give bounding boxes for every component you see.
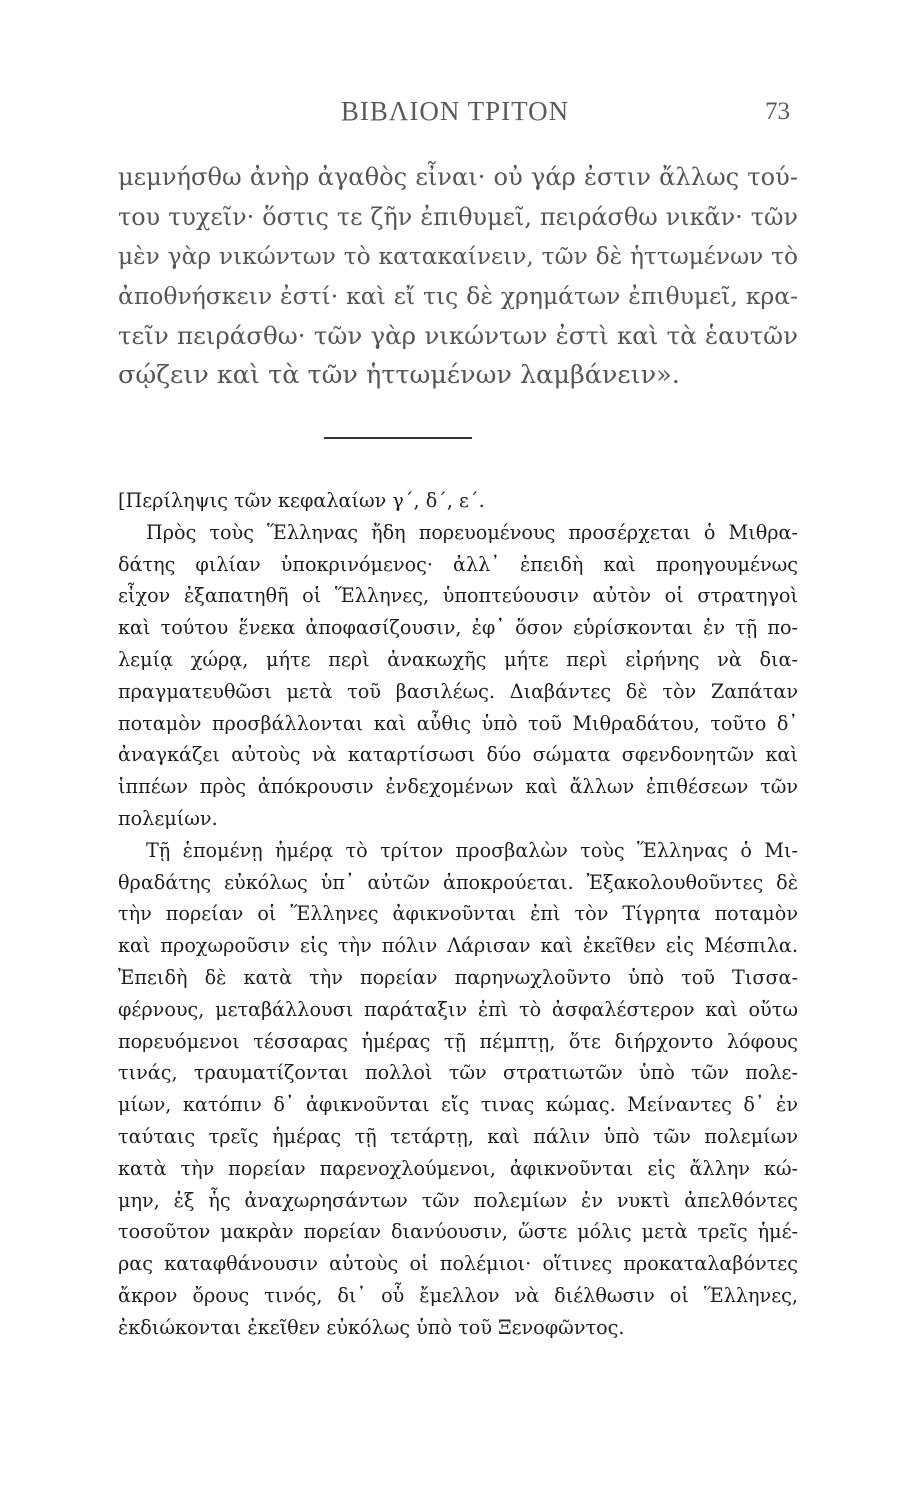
section-divider bbox=[324, 437, 472, 439]
main-text bbox=[118, 158, 798, 395]
summary-heading: [Περίληψις τῶν κεφαλαίων γ΄, δ΄, ε΄. bbox=[118, 489, 485, 512]
text-line: ἀποθνήσκειν ἐστί· καὶ εἴ τις δὲ χρημάτων ἐπιθυμεῖ, κρα- bbox=[118, 281, 798, 310]
summary-line: πορευόμενοι τέσσαρας ἡμέρας τῇ πέμπτῃ, ὅτε διήρχοντο λόφους bbox=[118, 1029, 798, 1053]
text-line: μὲν γὰρ νικώντων τὸ κατακαίνειν, τῶν δὲ ἡττωμένων τὸ bbox=[118, 243, 798, 270]
summary-line: ἄκρον ὄρους τινός, δι᾽ οὗ ἔμελλον νὰ διέλθωσιν οἱ Ἕλληνες, bbox=[118, 1283, 798, 1307]
summary-line: φέρνους, μεταβάλλουσι παράταξιν ἐπὶ τὸ ἀσφαλέστερον καὶ οὕτω bbox=[118, 997, 798, 1021]
summary-line: ἀναγκάζει αὐτοὺς νὰ καταρτίσωσι δύο σώματα σφενδονητῶν καὶ bbox=[118, 743, 798, 767]
chapter-summary bbox=[118, 485, 798, 1344]
text-line: μεμνήσθω ἀνὴρ ἀγαθὸς εἶναι· οὐ γάρ ἐστιν ἄλλως τού- bbox=[118, 163, 798, 191]
summary-line: πραγματευθῶσι μετὰ τοῦ βασιλέως. Διαβάντες δὲ τὸν Ζαπάταν bbox=[118, 679, 798, 703]
summary-line: τινάς, τραυματίζονται πολλοὶ τῶν στρατιωτῶν ὑπὸ τῶν πολε- bbox=[118, 1061, 798, 1085]
summary-line: μην, ἐξ ἧς ἀναχωρησάντων τῶν πολεμίων ἐν νυκτὶ ἀπελθόντες bbox=[118, 1188, 798, 1212]
text-line: σῴζειν καὶ τὰ τῶν ἡττωμένων λαμβάνειν». bbox=[118, 359, 680, 390]
summary-line: ταύταις τρεῖς ἡμέρας τῇ τετάρτῃ, καὶ πάλιν ὑπὸ τῶν πολεμίων bbox=[118, 1124, 798, 1148]
summary-line: δάτης φιλίαν ὑποκρινόμενος· ἀλλ᾽ ἐπειδὴ καὶ προηγουμένως bbox=[118, 552, 798, 576]
text-line: του τυχεῖν· ὅστις τε ζῆν ἐπιθυμεῖ, πειράσθω νικᾶν· τῶν bbox=[118, 202, 798, 231]
summary-line: ποταμὸν προσβάλλονται καὶ αὖθις ὑπὸ τοῦ Μιθραδάτου, τοῦτο δ᾽ bbox=[118, 711, 798, 735]
page-header bbox=[0, 92, 910, 132]
summary-line: εἶχον ἐξαπατηθῆ οἱ Ἕλληνες, ὑποπτεύουσιν αὐτὸν οἱ στρατηγοὶ bbox=[118, 584, 798, 608]
summary-line: Ἐπειδὴ δὲ κατὰ τὴν πορείαν παρηνωχλοῦντο ὑπὸ τοῦ Τισσα- bbox=[118, 965, 798, 989]
summary-line: καὶ τούτου ἕνεκα ἀποφασίζουσιν, ἐφ᾽ ὅσον εὑρίσκονται ἐν τῇ πο- bbox=[118, 616, 798, 640]
summary-line: Πρὸς τοὺς Ἕλληνας ἤδη πορευομένους προσέρχεται ὁ Μιθρα- bbox=[146, 520, 798, 544]
summary-line: λεμίᾳ χώρᾳ, μήτε περὶ ἀνακωχῆς μήτε περὶ εἰρήνης νὰ δια- bbox=[118, 647, 798, 671]
text-line: τεῖν πειράσθω· τῶν γὰρ νικώντων ἐστὶ καὶ τὰ ἑαυτῶν bbox=[118, 321, 798, 350]
summary-line: τὴν πορείαν οἱ Ἕλληνες ἀφικνοῦνται ἐπὶ τὸν Τίγρητα ποταμὸν bbox=[118, 902, 798, 926]
summary-line: ἐκδιώκονται ἐκεῖθεν εὐκόλως ὑπὸ τοῦ Ξενοφῶντος. bbox=[118, 1315, 625, 1339]
summary-line: ἱππέων πρὸς ἀπόκρουσιν ἐνδεχομένων καὶ ἄλλων ἐπιθέσεων τῶν bbox=[118, 775, 798, 799]
summary-line: τοσοῦτον μακρὰν πορείαν διανύουσιν, ὥστε μόλις μετὰ τρεῖς ἡμέ- bbox=[118, 1220, 798, 1244]
summary-line: πολεμίων. bbox=[118, 806, 218, 830]
summary-line: κατὰ τὴν πορείαν παρενοχλούμενοι, ἀφικνοῦνται εἰς ἄλλην κώ- bbox=[118, 1156, 798, 1180]
summary-line: θραδάτης εὐκόλως ὑπ᾽ αὐτῶν ἀποκρούεται. Ἐξακολουθοῦντες δὲ bbox=[118, 870, 798, 894]
summary-line: ρας καταφθάνουσιν αὐτοὺς οἱ πολέμιοι· οἵτινες προκαταλαβόντες bbox=[118, 1252, 798, 1276]
summary-line: μίων, κατόπιν δ᾽ ἀφικνοῦνται εἴς τινας κώμας. Μείναντες δ᾽ ἐν bbox=[118, 1093, 798, 1117]
running-title: ΒΙΒΛΙΟΝ ΤΡΙΤΟΝ bbox=[340, 96, 570, 126]
summary-line: Τῇ ἑπομένῃ ἡμέρᾳ τὸ τρίτον προσβαλὼν τοὺς Ἕλληνας ὁ Μι- bbox=[146, 838, 798, 862]
summary-line: καὶ προχωροῦσιν εἰς τὴν πόλιν Λάρισαν καὶ ἐκεῖθεν εἰς Μέσπιλα. bbox=[118, 934, 798, 958]
page-number: 73 bbox=[765, 98, 790, 125]
